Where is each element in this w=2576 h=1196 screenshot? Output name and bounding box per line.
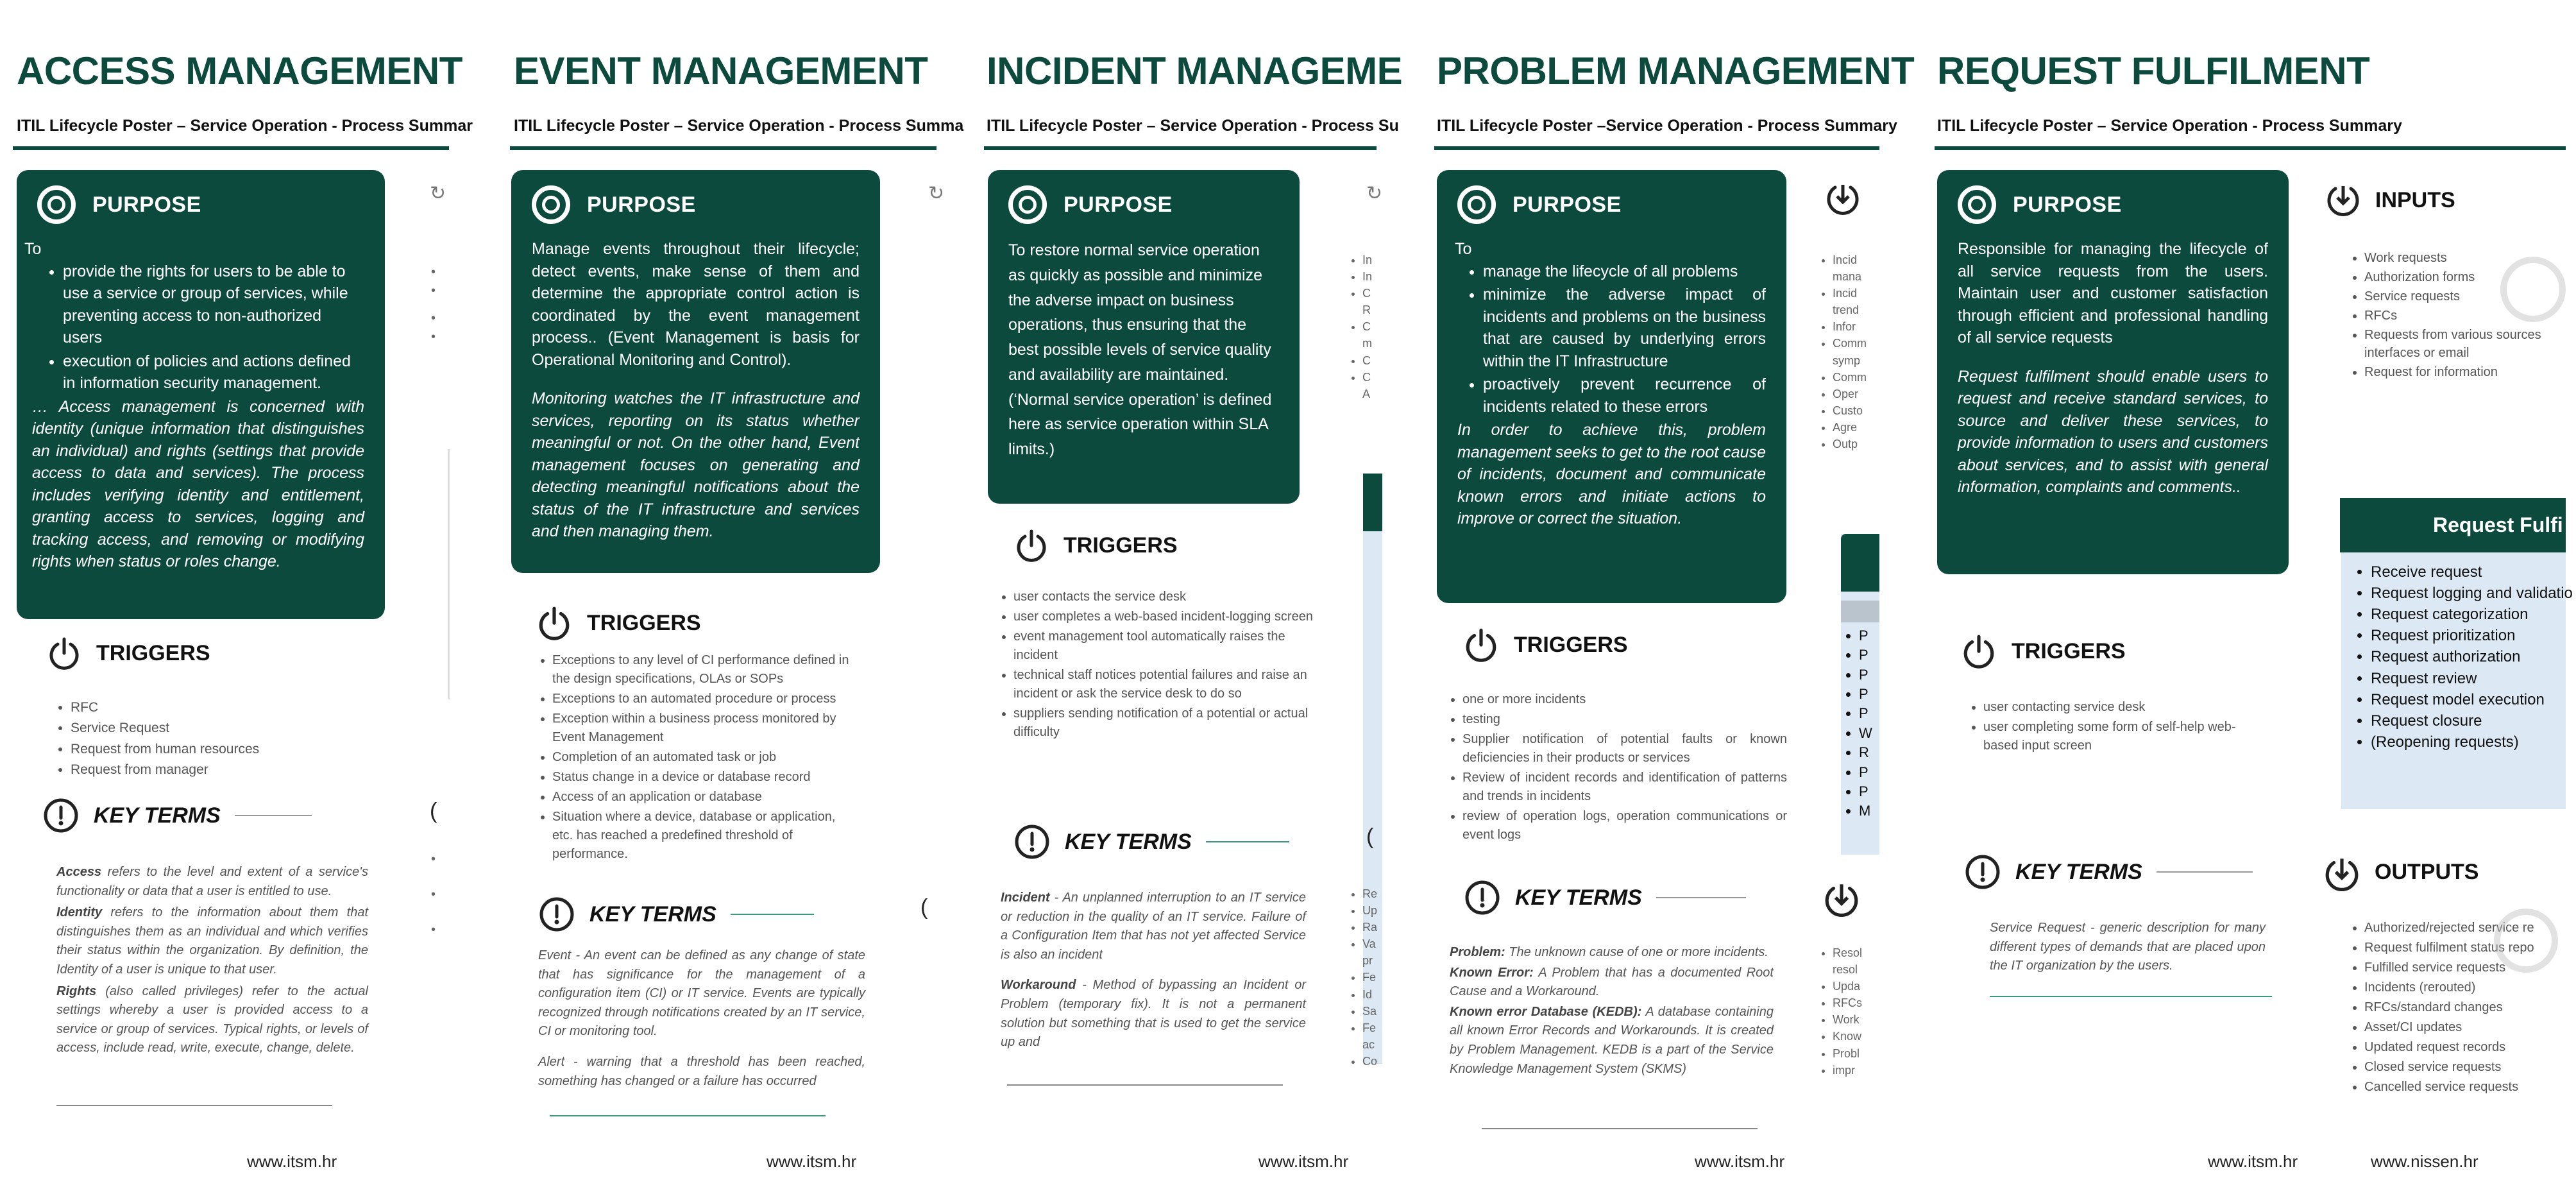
list-item: • RFCs/standard changes (2364, 998, 2567, 1017)
purpose-italic: In order to achieve this, problem management seeks to get to the root cause of incidents, document and communicate known errors and initiate actions to improve or correct the situation. (1457, 421, 1766, 527)
inputs-header-fragment (1825, 181, 1861, 217)
divider (550, 1115, 826, 1116)
list-item: • Asset/CI updates (2364, 1018, 2567, 1037)
list-item: • Exceptions to any level of CI performance defined in the design specifications, OLAs or SOPs (552, 651, 858, 688)
list-item: • Service requests (2364, 287, 2567, 305)
footer-url[interactable]: www.itsm.hr (767, 1152, 857, 1171)
term-entry: Event - An event can be defined as any change of state that has significance for the management of a configuration item (CI) or IT service. Events are typically recognized through notifications created by an IT service, CI or monitoring tool. (538, 948, 865, 1039)
list-item: • Access of an application or database (552, 788, 858, 807)
triggers-list (1968, 698, 2250, 756)
footer-url[interactable]: www.itsm.hr (2208, 1152, 2298, 1171)
title-rule (1935, 146, 2566, 150)
triggers-header (46, 635, 210, 671)
page-subtitle: ITIL Lifecycle Poster – Service Operation - Process Summar (17, 117, 473, 135)
term-entry: Workaround - Method of bypassing an Incident or Problem (temporary fix). It is not a permanent solution but something that is used to get the service up and (1001, 978, 1306, 1050)
list-item: • manage the lifecycle of all problems (1483, 261, 1766, 283)
key-terms-label: KEY TERMS (1065, 829, 1192, 854)
list-item: • Exceptions to an automated procedure or process (552, 690, 858, 708)
list-item: • Request categorization (2371, 604, 2566, 625)
divider (1656, 897, 1746, 898)
purpose-intro: To (24, 240, 42, 258)
term-entry: Known Error: A Problem that has a documented Root Cause and a Workaround. (1450, 965, 1774, 999)
purpose-intro: To (1455, 240, 1472, 258)
alert-icon (1464, 879, 1501, 916)
divider (1990, 996, 2272, 997)
triggers-label: TRIGGERS (1514, 632, 1628, 657)
faded-column-fragment: ↻ (928, 183, 945, 204)
list-item: • Review of incident records and identification of patterns and trends in incidents (1462, 769, 1787, 806)
faded-column-fragment: ( (1366, 824, 1374, 849)
list-item: • user contacting service desk (1983, 698, 2250, 717)
outputs-header-fragment (1823, 879, 1860, 916)
purpose-text: Responsible for managing the lifecycle of all service requests from the users. Maintain user and customer satisfaction through efficient and professional handling of all service requests (1958, 240, 2268, 346)
list-item: • (Reopening requests) (2371, 731, 2566, 753)
list-item: • Incidents (rerouted) (2364, 978, 2567, 997)
purpose-label: PURPOSE (1063, 192, 1173, 217)
faded-column-fragment: • Resol resol • Upda • RFCs • Work • Know • Probl • impr (1818, 944, 1862, 1079)
purpose-header (37, 185, 364, 224)
page-title: EVENT MANAGEMENT (514, 49, 928, 92)
triggers-label: TRIGGERS (96, 640, 210, 665)
list-item: • user contacts the service desk (1013, 588, 1319, 606)
list-item: • Updated request records (2364, 1038, 2567, 1057)
term-entry: Known error Database (KEDB): A database containing all known Error Records and Workarounds. It is created by Problem Management. KEDB is a part of the Service Knowledge Management System (SKMS) (1450, 1004, 1774, 1076)
power-icon (536, 604, 573, 642)
purpose-italic: Monitoring watches the IT infrastructure and services, reporting on its status whether meaningful or not. On the other hand, Event management focuses on generating and detecting meaningful notifications about the status of the IT infrastructure and services and then managing them. (532, 389, 860, 540)
purpose-box (511, 170, 880, 573)
list-item: • Authorized/rejected service re (2364, 919, 2567, 937)
purpose-label: PURPOSE (1513, 192, 1622, 217)
list-item: • Request review (2371, 668, 2566, 689)
faded-column-fragment: • Re • Up • Ra • Va pr • Fe • Id • Sa • Fe ac • Co (1348, 885, 1377, 1070)
triggers-label: TRIGGERS (1063, 533, 1178, 558)
list-item: • RFCs (2364, 307, 2567, 325)
power-icon (1960, 633, 1997, 670)
purpose-header (532, 185, 860, 224)
purpose-header (1457, 185, 1766, 224)
key-terms-header (1964, 853, 2253, 891)
list-item: • Exception within a business process monitored by Event Management (552, 710, 858, 747)
purpose-box (1937, 170, 2289, 574)
divider (1007, 1084, 1283, 1086)
list-item: • Fulfilled service requests (2364, 959, 2567, 977)
triggers-header (536, 604, 701, 642)
purpose-box (988, 170, 1300, 504)
list-item: • Receive request (2371, 561, 2566, 583)
purpose-header (1958, 185, 2268, 224)
panel-incident-management (981, 0, 1403, 1196)
footer-url[interactable]: www.itsm.hr (247, 1152, 337, 1171)
panel-problem-management (1430, 0, 1915, 1196)
activities-box (2341, 498, 2573, 809)
purpose-bullets (1483, 261, 1766, 418)
purpose-italic: Request fulfilment should enable users to request and receive standard services, to source and deliver these services, to provide information to users and customers about services, and to assist with general information, complaints and comments.. (1958, 367, 2268, 496)
list-item: • user completing some form of self-help web-based input screen (1983, 718, 2250, 755)
power-icon (1013, 527, 1049, 563)
alert-icon (1964, 853, 2001, 891)
list-item: • Request logging and validatio (2371, 583, 2566, 604)
faded-column-fragment: ( (920, 895, 928, 919)
panel-access-management (0, 0, 473, 1196)
list-item: • Closed service requests (2364, 1058, 2567, 1077)
term-entry: Problem: The unknown cause of one or more incidents. (1450, 945, 1768, 959)
outputs-header (2323, 853, 2479, 891)
download-icon (1825, 181, 1861, 217)
triggers-list (55, 698, 363, 782)
download-icon (2325, 182, 2361, 218)
divider (56, 1105, 332, 1106)
term-entry: Incident - An unplanned interruption to an IT service or reduction in the quality of an IT service. Failure of a Configuration Item that has not yet affected Service is also an incident (1001, 891, 1306, 962)
triggers-label: TRIGGERS (587, 610, 701, 635)
list-item: • minimize the adverse impact of incidents and problems on the business that are caused by underlying errors within the IT Infrastructure (1483, 284, 1766, 372)
divider (1482, 1128, 1758, 1129)
list-item: • suppliers sending notification of a potential or actual difficulty (1013, 705, 1319, 742)
faded-upload-icon (2494, 909, 2558, 973)
purpose-box (1437, 170, 1786, 603)
purpose-text: Manage events throughout their lifecycle; detect events, make sense of them and determine the appropriate control action is coordinated by the event management process.. (Event Management is basis for Operational Monitoring and Control). (532, 240, 860, 369)
panel-event-management (497, 0, 964, 1196)
target-icon (1457, 185, 1496, 224)
key-terms-header (538, 896, 814, 933)
key-terms (1450, 943, 1774, 1090)
page-title: REQUEST FULFILMENT (1937, 49, 2370, 92)
activities-box-title: Request Fulfi (2340, 498, 2566, 552)
list-item: • Requests from various sources interfaces or email (2364, 326, 2576, 362)
list-item: • Completion of an automated task or job (552, 748, 858, 767)
faded-column-fragment: ( (430, 799, 437, 823)
key-terms (538, 946, 865, 1102)
list-item: • Request prioritization (2371, 625, 2566, 646)
faded-column-fragment: ↻ (1366, 183, 1383, 204)
activities-box-fragment: • P • P • P • P • P • W • R • P • P • M (1841, 534, 1879, 855)
alert-icon (538, 896, 575, 933)
key-terms (1001, 889, 1306, 1064)
list-item: • event management tool automatically raises the incident (1013, 628, 1319, 665)
list-item: • Request model execution (2371, 689, 2566, 710)
target-icon (1958, 185, 1996, 224)
page-title: ACCESS MANAGEMENT (17, 49, 462, 92)
key-terms (56, 863, 368, 1070)
activities-list (2341, 552, 2573, 753)
page-title: PROBLEM MANAGEMENT (1437, 49, 1915, 92)
power-icon (1462, 626, 1500, 663)
list-item: • one or more incidents (1462, 690, 1787, 709)
list-item: • Status change in a device or database record (552, 768, 858, 787)
title-rule (1434, 146, 1879, 150)
triggers-header (1960, 633, 2126, 670)
list-item: • Supplier notification of potential faults or known deficiencies in their products or services (1462, 730, 1787, 767)
power-icon (46, 635, 82, 671)
alert-icon (1013, 823, 1051, 860)
divider (448, 449, 450, 699)
divider (1206, 841, 1289, 842)
divider (731, 914, 814, 915)
upload-icon (1823, 879, 1860, 916)
triggers-header (1013, 527, 1178, 563)
faded-download-icon (2500, 257, 2566, 322)
key-terms-header (1464, 879, 1746, 916)
list-item: • Request from manager (71, 760, 363, 780)
purpose-box (17, 170, 385, 619)
list-item: • Cancelled service requests (2364, 1078, 2567, 1097)
list-item: • Request fulfilment status repo (2364, 939, 2567, 957)
key-terms-label: KEY TERMS (94, 803, 221, 828)
key-terms (1990, 919, 2266, 987)
divider (2157, 871, 2253, 873)
triggers-list (1447, 690, 1787, 846)
list-item: • Situation where a device, database or application, etc. has reached a predefined threshold of performance. (552, 808, 858, 864)
list-item: • Request closure (2371, 710, 2566, 731)
title-rule (984, 146, 1377, 150)
triggers-list (537, 651, 858, 865)
outputs-label: OUTPUTS (2375, 859, 2479, 884)
term-entry: Identity refers to the information about them that distinguishes them as an individual and which verifies their status within the organization. By definition, the Identity of a user is unique to that user. (56, 905, 368, 977)
triggers-list (998, 588, 1319, 743)
list-item: • Request from human resources (71, 740, 363, 759)
divider (235, 815, 312, 816)
purpose-text: To restore normal service operation as quickly as possible and minimize the adverse impact on business operations, thus ensuring that the best possible levels of service quality and availability are maintained. (‘Normal service operation’ is defined here as service operation within SLA limits.) (1008, 241, 1272, 458)
page-subtitle: ITIL Lifecycle Poster –Service Operation - Process Summary (1437, 117, 1897, 135)
list-item: • proactively prevent recurrence of incidents related to these errors (1483, 373, 1766, 418)
triggers-label: TRIGGERS (2012, 638, 2126, 663)
term-entry: Rights (also called privileges) refer to the actual settings whereby a user is provided access to a service or group of services. Typical rights, or levels of access, include read, write, execute, change, delete. (56, 984, 368, 1055)
purpose-label: PURPOSE (92, 192, 201, 217)
upload-icon (2323, 853, 2360, 891)
term-entry: Alert - warning that a threshold has been reached, something has changed or a failure has occurred (538, 1054, 865, 1088)
faded-column-fragment: • • • • (431, 265, 436, 344)
page-title: INCIDENT MANAGEME (987, 49, 1403, 92)
list-item: • provide the rights for users to be able to use a service or group of services, while preventing access to non-authorized users (63, 261, 364, 349)
key-terms-header (1013, 823, 1289, 860)
term-entry: Service Request - generic description for many different types of demands that are placed upon the IT organization by the users. (1990, 921, 2266, 973)
purpose-header (1008, 185, 1279, 224)
key-terms-header (42, 797, 312, 834)
footer-url[interactable]: www.itsm.hr (1695, 1152, 1785, 1171)
list-item: • Work requests (2364, 249, 2567, 267)
purpose-italic: … Access management is concerned with identity (unique information that distinguishes an individual) and rights (settings that provide access to data and services). The process includes verifying identity and entitlement, granting access to services, logging and tracking access, and removing or modifying rights when status or roles change. (32, 397, 364, 570)
faded-column-fragment: • In • In • C R • C m • C • C A (1348, 252, 1372, 402)
alert-icon (42, 797, 80, 834)
term-entry: Access refers to the level and extent of a service's functionality or data that a user is entitled to use. (56, 865, 368, 898)
title-rule (13, 146, 449, 150)
key-terms-label: KEY TERMS (1515, 885, 1642, 910)
list-item: • Service Request (71, 719, 363, 738)
faded-column-fragment: • • • (431, 852, 436, 937)
page-subtitle: ITIL Lifecycle Poster – Service Operation - Process Su (987, 117, 1399, 135)
faded-column-fragment: • Incid mana • Incid trend • Infor • Comm symp • Comm • Oper • Custo • Agre • Outp (1818, 252, 1867, 452)
title-rule (510, 146, 936, 150)
page-subtitle: ITIL Lifecycle Poster – Service Operation - Process Summa (514, 117, 964, 135)
purpose-bullets (63, 261, 364, 395)
panel-request-fulfilment (1931, 0, 2573, 1196)
list-item: • technical staff notices potential failures and raise an incident or ask the service desk to do so (1013, 666, 1319, 703)
footer-url[interactable]: www.itsm.hr (1258, 1152, 1349, 1171)
faded-column-fragment: ↻ (430, 183, 446, 204)
list-item: • Request for information (2364, 363, 2567, 381)
list-item: • Authorization forms (2364, 268, 2567, 286)
page-subtitle: ITIL Lifecycle Poster – Service Operation - Process Summary (1937, 117, 2402, 135)
key-terms-label: KEY TERMS (589, 901, 716, 927)
inputs-header (2325, 182, 2455, 218)
list-item: • review of operation logs, operation communications or event logs (1462, 807, 1787, 844)
list-item: • user completes a web-based incident-logging screen (1013, 608, 1319, 626)
target-icon (37, 185, 76, 224)
target-icon (532, 185, 570, 224)
inputs-label: INPUTS (2375, 187, 2455, 212)
triggers-header (1462, 626, 1628, 663)
list-item: • execution of policies and actions defined in information security management. (63, 350, 364, 395)
list-item: • Request authorization (2371, 646, 2566, 667)
footer-url-secondary[interactable]: www.nissen.hr (2371, 1152, 2479, 1171)
purpose-label: PURPOSE (587, 192, 696, 217)
list-item: • RFC (71, 698, 363, 717)
target-icon (1008, 185, 1047, 224)
list-item: • testing (1462, 710, 1787, 729)
purpose-label: PURPOSE (2013, 192, 2122, 217)
key-terms-label: KEY TERMS (2015, 859, 2142, 884)
